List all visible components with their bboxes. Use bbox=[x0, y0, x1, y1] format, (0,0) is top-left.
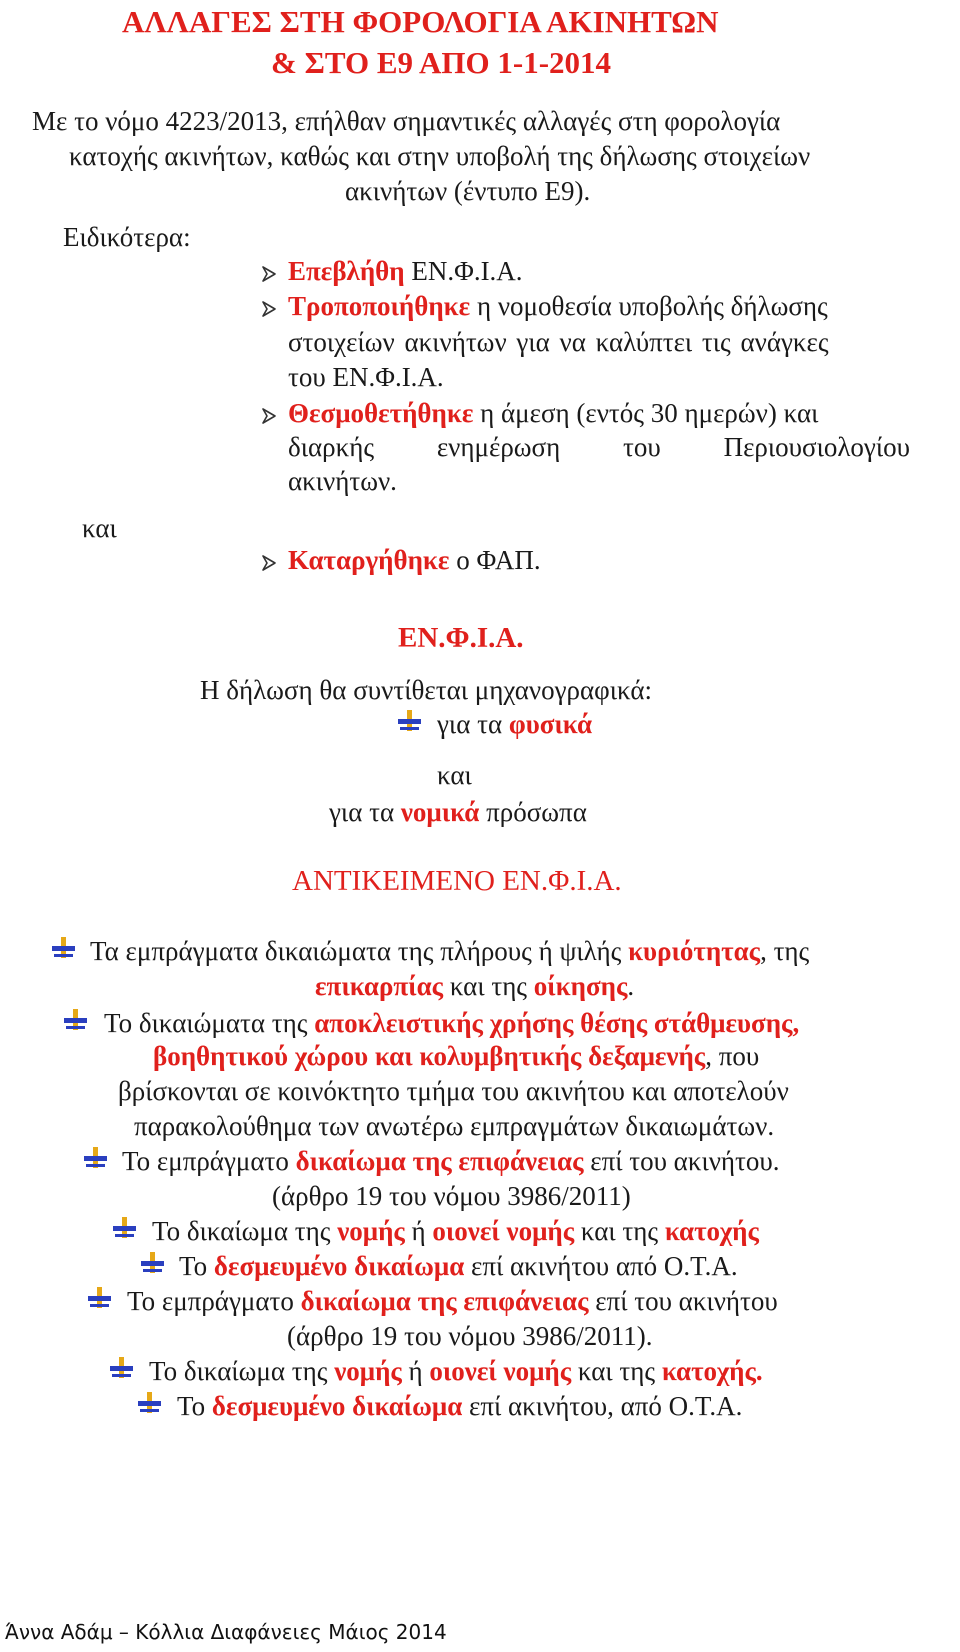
enfia-heading: ΕΝ.Φ.Ι.Α. bbox=[398, 622, 524, 654]
object-item-4-mid2: και της bbox=[574, 1216, 665, 1246]
intro-line-2: κατοχής ακινήτων, καθώς και στην υποβολή της δήλωσης στοιχείων bbox=[69, 141, 811, 171]
object-item-3 bbox=[122, 1146, 780, 1177]
object-item-4-mid: ή bbox=[404, 1216, 433, 1246]
object-item-1-pre: Τα εμπράγματα δικαιώματα της πλήρους ή ψιλής bbox=[90, 936, 629, 966]
object-item-4-hl1: νομής bbox=[337, 1216, 405, 1246]
arrow-bullet-icon bbox=[262, 555, 276, 571]
object-item-2-line-3: βρίσκονται σε κοινόκτητο τμήμα του ακινήτου και αποτελούν bbox=[118, 1076, 789, 1106]
object-item-5-hl: δεσμευμένο δικαίωμα bbox=[213, 1251, 465, 1281]
title-line-2: & ΣΤΟ Ε9 ΑΠΟ 1-1-2014 bbox=[271, 45, 612, 80]
change-item-3-highlight: Θεσμοθετήθηκε bbox=[288, 398, 474, 428]
object-item-8 bbox=[177, 1391, 742, 1422]
object-item-6-pre: Το εμπράγματο bbox=[127, 1286, 301, 1316]
object-item-5 bbox=[179, 1251, 738, 1282]
object-item-5-post: επί ακινήτου από Ο.Τ.Α. bbox=[464, 1251, 738, 1281]
object-item-4-hl2: οιονεί νομής bbox=[432, 1216, 575, 1246]
bullet-icon bbox=[398, 710, 422, 732]
object-item-7-mid2: και της bbox=[571, 1356, 662, 1386]
object-item-1-hl2: επικαρπίας bbox=[315, 971, 444, 1001]
object-item-1 bbox=[90, 936, 809, 967]
enfia-natural-persons bbox=[437, 709, 592, 740]
object-item-7 bbox=[149, 1356, 763, 1387]
object-item-1-mid2: και της bbox=[443, 971, 534, 1001]
change-item-3-line-3: ακινήτων. bbox=[288, 466, 397, 496]
object-item-7-hl1: νομής bbox=[334, 1356, 402, 1386]
change-item-3-line-2: διαρκής ενημέρωση του Περιουσιολογίου bbox=[288, 432, 910, 462]
title-line-1: ΑΛΛΑΓΕΣ ΣΤΗ ΦΟΡΟΛΟΓΙΑ ΑΚΙΝΗΤΩΝ bbox=[122, 4, 719, 39]
enfia-legal-pre: για τα bbox=[329, 797, 401, 827]
bullet-icon bbox=[64, 1009, 88, 1031]
object-item-1-line-2 bbox=[315, 971, 634, 1002]
bullet-icon bbox=[138, 1392, 162, 1414]
change-item-4-text: ο ΦΑΠ. bbox=[449, 545, 541, 575]
object-item-6 bbox=[127, 1286, 778, 1317]
object-item-1-hl1: κυριότητας bbox=[628, 936, 761, 966]
change-item-4-highlight: Καταργήθηκε bbox=[288, 545, 450, 575]
object-item-1-hl3: οίκησης bbox=[533, 971, 628, 1001]
bullet-icon bbox=[113, 1217, 137, 1239]
object-item-2-line-4: παρακολούθημα των ανωτέρω εμπραγμάτων δικαιωμάτων. bbox=[134, 1111, 775, 1141]
object-item-2-hl1: αποκλειστικής χρήσης θέσης στάθμευσης, bbox=[314, 1008, 800, 1038]
object-item-2-pre: Το δικαιώματα της bbox=[104, 1008, 315, 1038]
object-item-5-pre: Το bbox=[179, 1251, 214, 1281]
object-item-3-line-2: (άρθρο 19 του νόμου 3986/2011) bbox=[272, 1181, 631, 1211]
change-item-2-highlight: Τροποποιήθηκε bbox=[288, 291, 471, 321]
change-item-2-text: η νομοθεσία υποβολής δήλωσης bbox=[470, 291, 828, 321]
object-item-7-mid: ή bbox=[401, 1356, 430, 1386]
object-item-6-hl: δικαίωμα της επιφάνειας bbox=[300, 1286, 589, 1316]
change-item-2 bbox=[288, 291, 828, 322]
object-item-2-line-2 bbox=[153, 1041, 759, 1072]
object-item-7-hl2: οιονεί νομής bbox=[429, 1356, 572, 1386]
change-item-1 bbox=[288, 256, 523, 287]
object-item-6-line-2: (άρθρο 19 του νόμου 3986/2011). bbox=[287, 1321, 653, 1351]
object-item-3-pre: Το εμπράγματο bbox=[122, 1146, 296, 1176]
object-item-4 bbox=[152, 1216, 759, 1247]
enfia-natural-highlight: φυσικά bbox=[508, 709, 593, 739]
arrow-bullet-icon bbox=[262, 266, 276, 282]
object-item-4-pre: Το δικαίωμα της bbox=[152, 1216, 338, 1246]
enfia-and: και bbox=[437, 760, 472, 790]
enfia-natural-pre: για τα bbox=[437, 709, 509, 739]
object-item-7-pre: Το δικαίωμα της bbox=[149, 1356, 335, 1386]
enfia-legal-post: πρόσωπα bbox=[479, 797, 587, 827]
object-item-2-post: , που bbox=[705, 1041, 760, 1071]
enfia-declaration: Η δήλωση θα συντίθεται μηχανογραφικά: bbox=[200, 675, 652, 705]
intro-line-1: Με το νόμο 4223/2013, επήλθαν σημαντικές αλλαγές στη φορολογία bbox=[32, 106, 781, 136]
object-heading: ΑΝΤΙΚΕΙΜΕΝΟ ΕΝ.Φ.Ι.Α. bbox=[292, 865, 622, 897]
object-item-8-pre: Το bbox=[177, 1391, 212, 1421]
object-item-1-mid: , της bbox=[760, 936, 810, 966]
object-item-7-hl3: κατοχής. bbox=[661, 1356, 763, 1386]
intro-line-3: ακινήτων (έντυπο Ε9). bbox=[345, 176, 591, 206]
bullet-icon bbox=[52, 937, 76, 959]
object-item-3-post: επί του ακινήτου. bbox=[583, 1146, 780, 1176]
enfia-legal-highlight: νομικά bbox=[400, 797, 480, 827]
change-item-2-line-2: στοιχείων ακινήτων για να καλύπτει τις ανάγκες bbox=[288, 327, 829, 357]
change-item-1-highlight: Επεβλήθη bbox=[288, 256, 405, 286]
specifically-label: Ειδικότερα: bbox=[63, 222, 191, 252]
change-item-3-text: η άμεση (εντός 30 ημερών) και bbox=[473, 398, 819, 428]
object-item-4-hl3: κατοχής bbox=[664, 1216, 759, 1246]
bullet-icon bbox=[110, 1357, 134, 1379]
bullet-icon bbox=[88, 1287, 112, 1309]
bullet-icon bbox=[141, 1252, 165, 1274]
footer-credit: Άννα Αδάμ – Κόλλια Διαφάνειες Μάιος 2014 bbox=[5, 1620, 447, 1644]
object-item-3-hl: δικαίωμα της επιφάνειας bbox=[295, 1146, 584, 1176]
enfia-legal-persons bbox=[329, 797, 587, 828]
object-item-8-hl: δεσμευμένο δικαίωμα bbox=[211, 1391, 463, 1421]
change-item-4 bbox=[288, 545, 541, 576]
bullet-icon bbox=[84, 1147, 108, 1169]
object-item-6-post: επί του ακινήτου bbox=[588, 1286, 778, 1316]
change-item-2-line-3: του ΕΝ.Φ.Ι.Α. bbox=[288, 362, 444, 392]
change-item-1-text: ΕΝ.Φ.Ι.Α. bbox=[404, 256, 523, 286]
object-item-2 bbox=[104, 1008, 799, 1039]
change-item-3 bbox=[288, 398, 818, 429]
arrow-bullet-icon bbox=[262, 408, 276, 424]
arrow-bullet-icon bbox=[262, 301, 276, 317]
object-item-8-post: επί ακινήτου, από Ο.Τ.Α. bbox=[462, 1391, 743, 1421]
and-label: και bbox=[82, 513, 117, 543]
object-item-1-end: . bbox=[627, 971, 635, 1001]
object-item-2-hl2: βοηθητικού χώρου και κολυμβητικής δεξαμενής bbox=[153, 1041, 706, 1071]
